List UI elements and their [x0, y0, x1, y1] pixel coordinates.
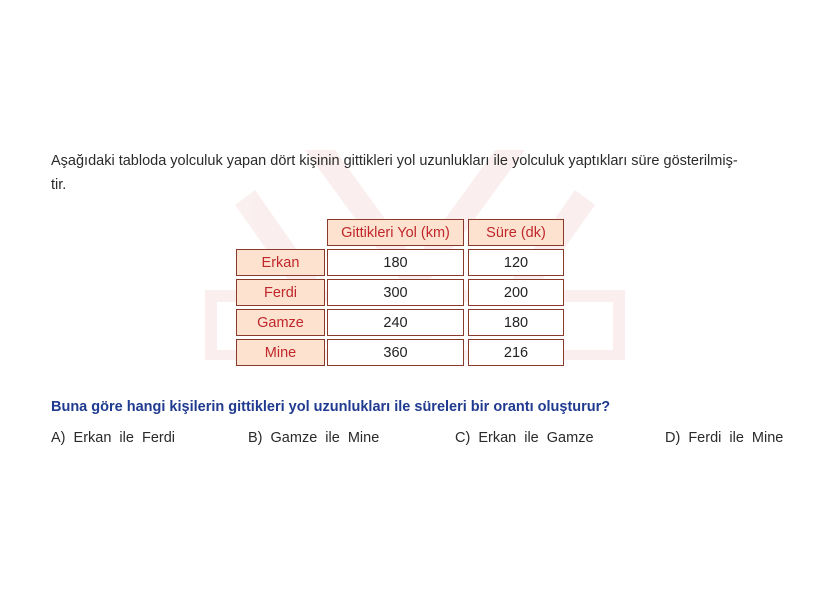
cell-distance-gamze: 240 — [327, 309, 464, 336]
row-name-ferdi: Ferdi — [236, 279, 325, 306]
cell-time-gamze: 180 — [468, 309, 564, 336]
header-time: Süre (dk) — [468, 219, 564, 246]
option-a[interactable]: A) Erkan ile Ferdi — [51, 430, 176, 446]
option-d[interactable]: D) Ferdi ile Mine — [665, 430, 784, 446]
row-name-erkan: Erkan — [236, 249, 325, 276]
cell-time-mine: 216 — [468, 339, 564, 366]
row-name-mine: Mine — [236, 339, 325, 366]
intro-line-2: tir. — [51, 177, 67, 193]
cell-distance-erkan: 180 — [327, 249, 464, 276]
option-b[interactable]: B) Gamze ile Mine — [248, 430, 380, 446]
question-text: Buna göre hangi kişilerin gittikleri yol uzunlukları ile süreleri bir orantı oluşturur? — [51, 399, 611, 415]
cell-distance-ferdi: 300 — [327, 279, 464, 306]
cell-time-erkan: 120 — [468, 249, 564, 276]
header-distance: Gittikleri Yol (km) — [327, 219, 464, 246]
row-name-gamze: Gamze — [236, 309, 325, 336]
option-c[interactable]: C) Erkan ile Gamze — [455, 430, 594, 446]
intro-paragraph — [51, 149, 796, 197]
cell-distance-mine: 360 — [327, 339, 464, 366]
intro-line-1: Aşağıdaki tabloda yolculuk yapan dört kişinin gittikleri yol uzunlukları ile yolculuk yaptıkları süre gösterilmiş- — [51, 153, 738, 169]
cell-time-ferdi: 200 — [468, 279, 564, 306]
